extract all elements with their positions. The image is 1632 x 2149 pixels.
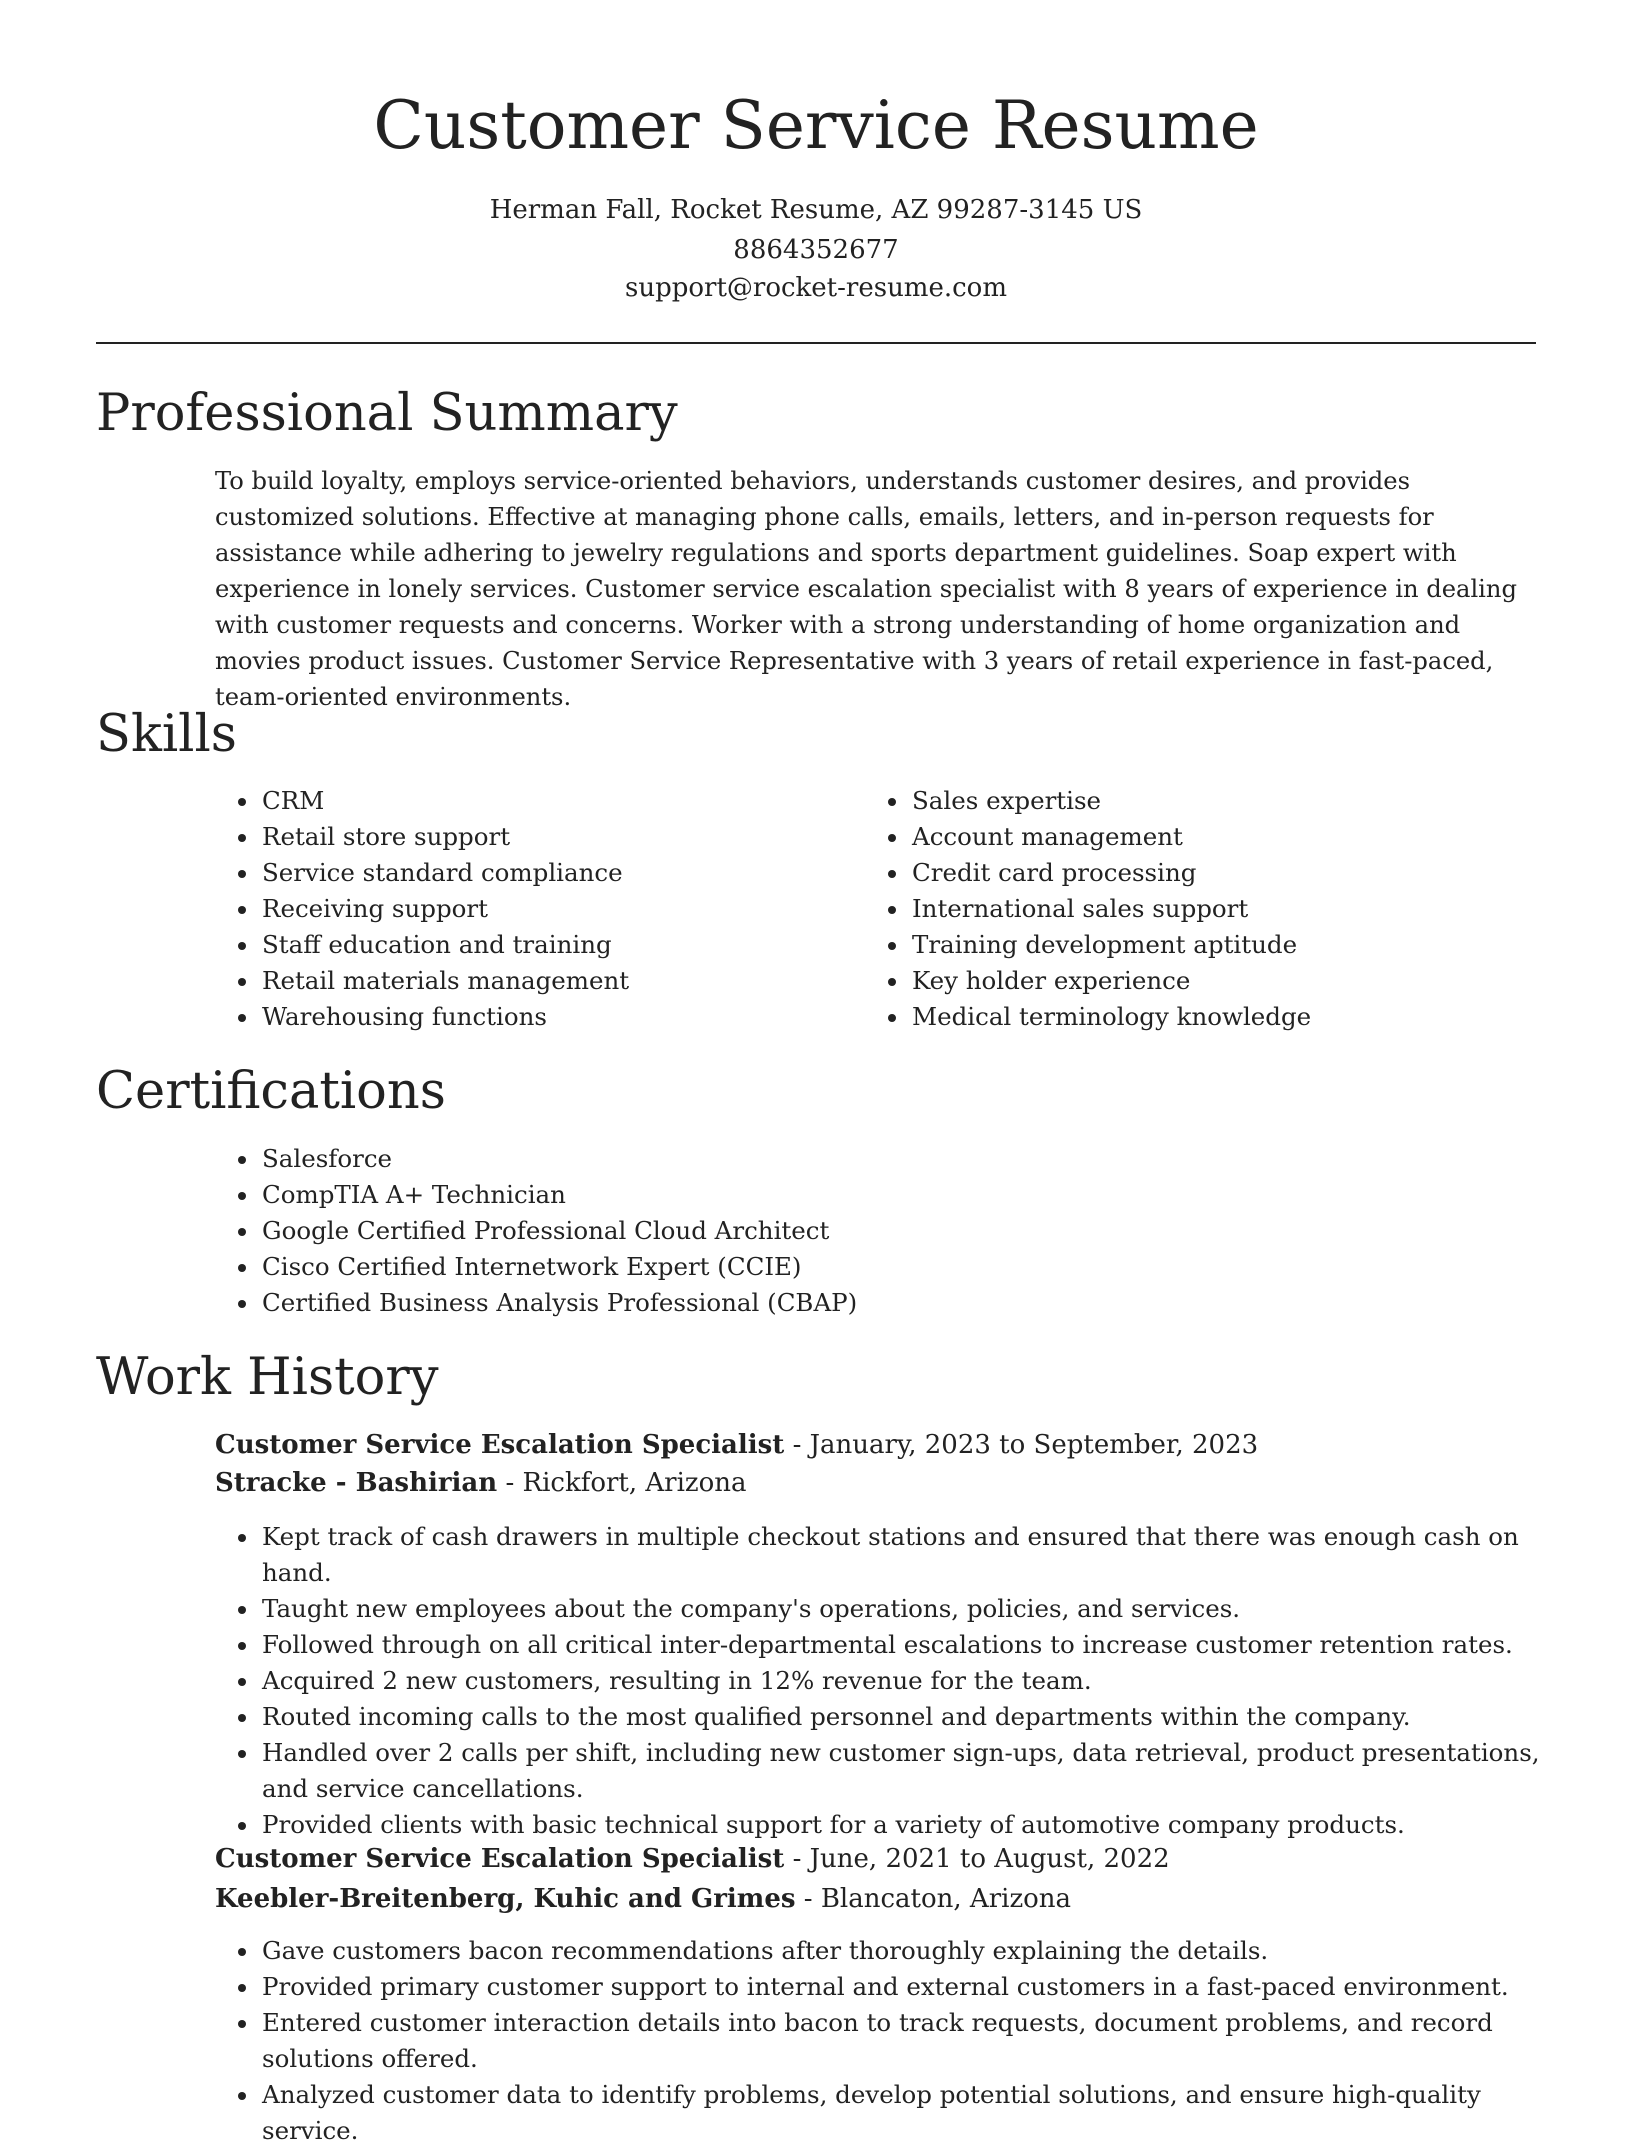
- job-bullet: • Analyzed customer data to identify problems, develop potential solutions, and ensure high-quality service.: [260, 2077, 1570, 2149]
- skill-item: • Training development aptitude: [910, 927, 1550, 963]
- contact-phone: 8864352677: [733, 235, 899, 265]
- header-divider: [96, 342, 1536, 344]
- summary-heading: Professional Summary: [96, 384, 678, 443]
- job-role: Customer Service Escalation Specialist: [215, 1844, 785, 1874]
- skill-item: • Service standard compliance: [260, 855, 860, 891]
- job-bullet: • Taught new employees about the company's operations, policies, and services.: [260, 1591, 1570, 1627]
- certifications-list: [216, 1141, 1160, 1321]
- job-bullets: [216, 1519, 1570, 1843]
- certification-item: • Google Certified Professional Cloud Architect: [260, 1213, 1160, 1249]
- job-dates: - January, 2023 to September, 2023: [784, 1430, 1259, 1460]
- skills-heading: Skills: [96, 705, 237, 764]
- skill-item: • Sales expertise: [910, 783, 1550, 819]
- certification-item: • Cisco Certified Internetwork Expert (CCIE): [260, 1249, 1160, 1285]
- job-bullet: • Entered customer interaction details into bacon to track requests, document problems, and record solutions offered.: [260, 2005, 1570, 2077]
- job-bullet: • Routed incoming calls to the most qualified personnel and departments within the company.: [260, 1699, 1570, 1735]
- work-history-heading: Work History: [96, 1348, 439, 1407]
- job-bullet: • Provided clients with basic technical support for a variety of automotive company products.: [260, 1807, 1570, 1843]
- skill-item: • Medical terminology knowledge: [910, 999, 1550, 1035]
- certification-item: • Certified Business Analysis Professional (CBAP): [260, 1285, 1160, 1321]
- contact-email: support@rocket-resume.com: [624, 273, 1007, 303]
- resume-title: Customer Service Resume: [373, 87, 1259, 164]
- certifications-heading: Certifications: [96, 1062, 446, 1121]
- job-company: Keebler-Breitenberg, Kuhic and Grimes: [215, 1884, 796, 1914]
- skill-item: • Retail materials management: [260, 963, 860, 999]
- skill-item: • Credit card processing: [910, 855, 1550, 891]
- skill-item: • CRM: [260, 783, 860, 819]
- skill-item: • Key holder experience: [910, 963, 1550, 999]
- skill-item: • Warehousing functions: [260, 999, 860, 1035]
- certification-item: • CompTIA A+ Technician: [260, 1177, 1160, 1213]
- job-bullet: • Kept track of cash drawers in multiple checkout stations and ensured that there was enough cash on hand.: [260, 1519, 1570, 1591]
- job-location: - Rickfort, Arizona: [497, 1468, 747, 1498]
- job-bullets: [216, 1933, 1570, 2149]
- job-bullet: • Acquired 2 new customers, resulting in 12% revenue for the team.: [260, 1663, 1570, 1699]
- job-company-line: [215, 1464, 747, 1502]
- job-role: Customer Service Escalation Specialist: [215, 1430, 785, 1460]
- skill-item: • Staff education and training: [260, 927, 860, 963]
- skill-item: • International sales support: [910, 891, 1550, 927]
- job-bullet: • Followed through on all critical inter-departmental escalations to increase customer retention rates.: [260, 1627, 1570, 1663]
- job-company-line: [215, 1880, 1071, 1918]
- skill-item: • Receiving support: [260, 891, 860, 927]
- skills-list-left: [216, 783, 860, 1035]
- job-title-line: [215, 1840, 1170, 1878]
- job-dates: - June, 2021 to August, 2022: [784, 1844, 1170, 1874]
- job-title-line: [215, 1426, 1258, 1464]
- certification-item: • Salesforce: [260, 1141, 1160, 1177]
- skill-item: • Retail store support: [260, 819, 860, 855]
- contact-address: Herman Fall, Rocket Resume, AZ 99287-3145 US: [489, 195, 1143, 225]
- job-bullet: • Handled over 2 calls per shift, including new customer sign-ups, data retrieval, product presentations, and service cancellations.: [260, 1735, 1570, 1807]
- skill-item: • Account management: [910, 819, 1550, 855]
- job-location: - Blancaton, Arizona: [795, 1884, 1072, 1914]
- job-company: Stracke - Bashirian: [215, 1468, 498, 1498]
- job-bullet: • Provided primary customer support to internal and external customers in a fast-paced environment.: [260, 1969, 1570, 2005]
- skills-list-right: [866, 783, 1550, 1035]
- summary-text: To build loyalty, employs service-oriented behaviors, understands customer desires, and provides customized solutions. Effective at managing phone calls, emails, letters, and in-person requests for assistance while adhering to jewelry regulations and sports department guidelines. Soap expert with experience in lonely services. Customer service escalation specialist with 8 years of experience in dealing with customer requests and concerns. Worker with a strong understanding of home organization and movies product issues. Customer Service Representative with 3 years of retail experience in fast-paced, team-oriented environments.: [215, 467, 1517, 711]
- job-bullet: • Gave customers bacon recommendations after thoroughly explaining the details.: [260, 1933, 1570, 1969]
